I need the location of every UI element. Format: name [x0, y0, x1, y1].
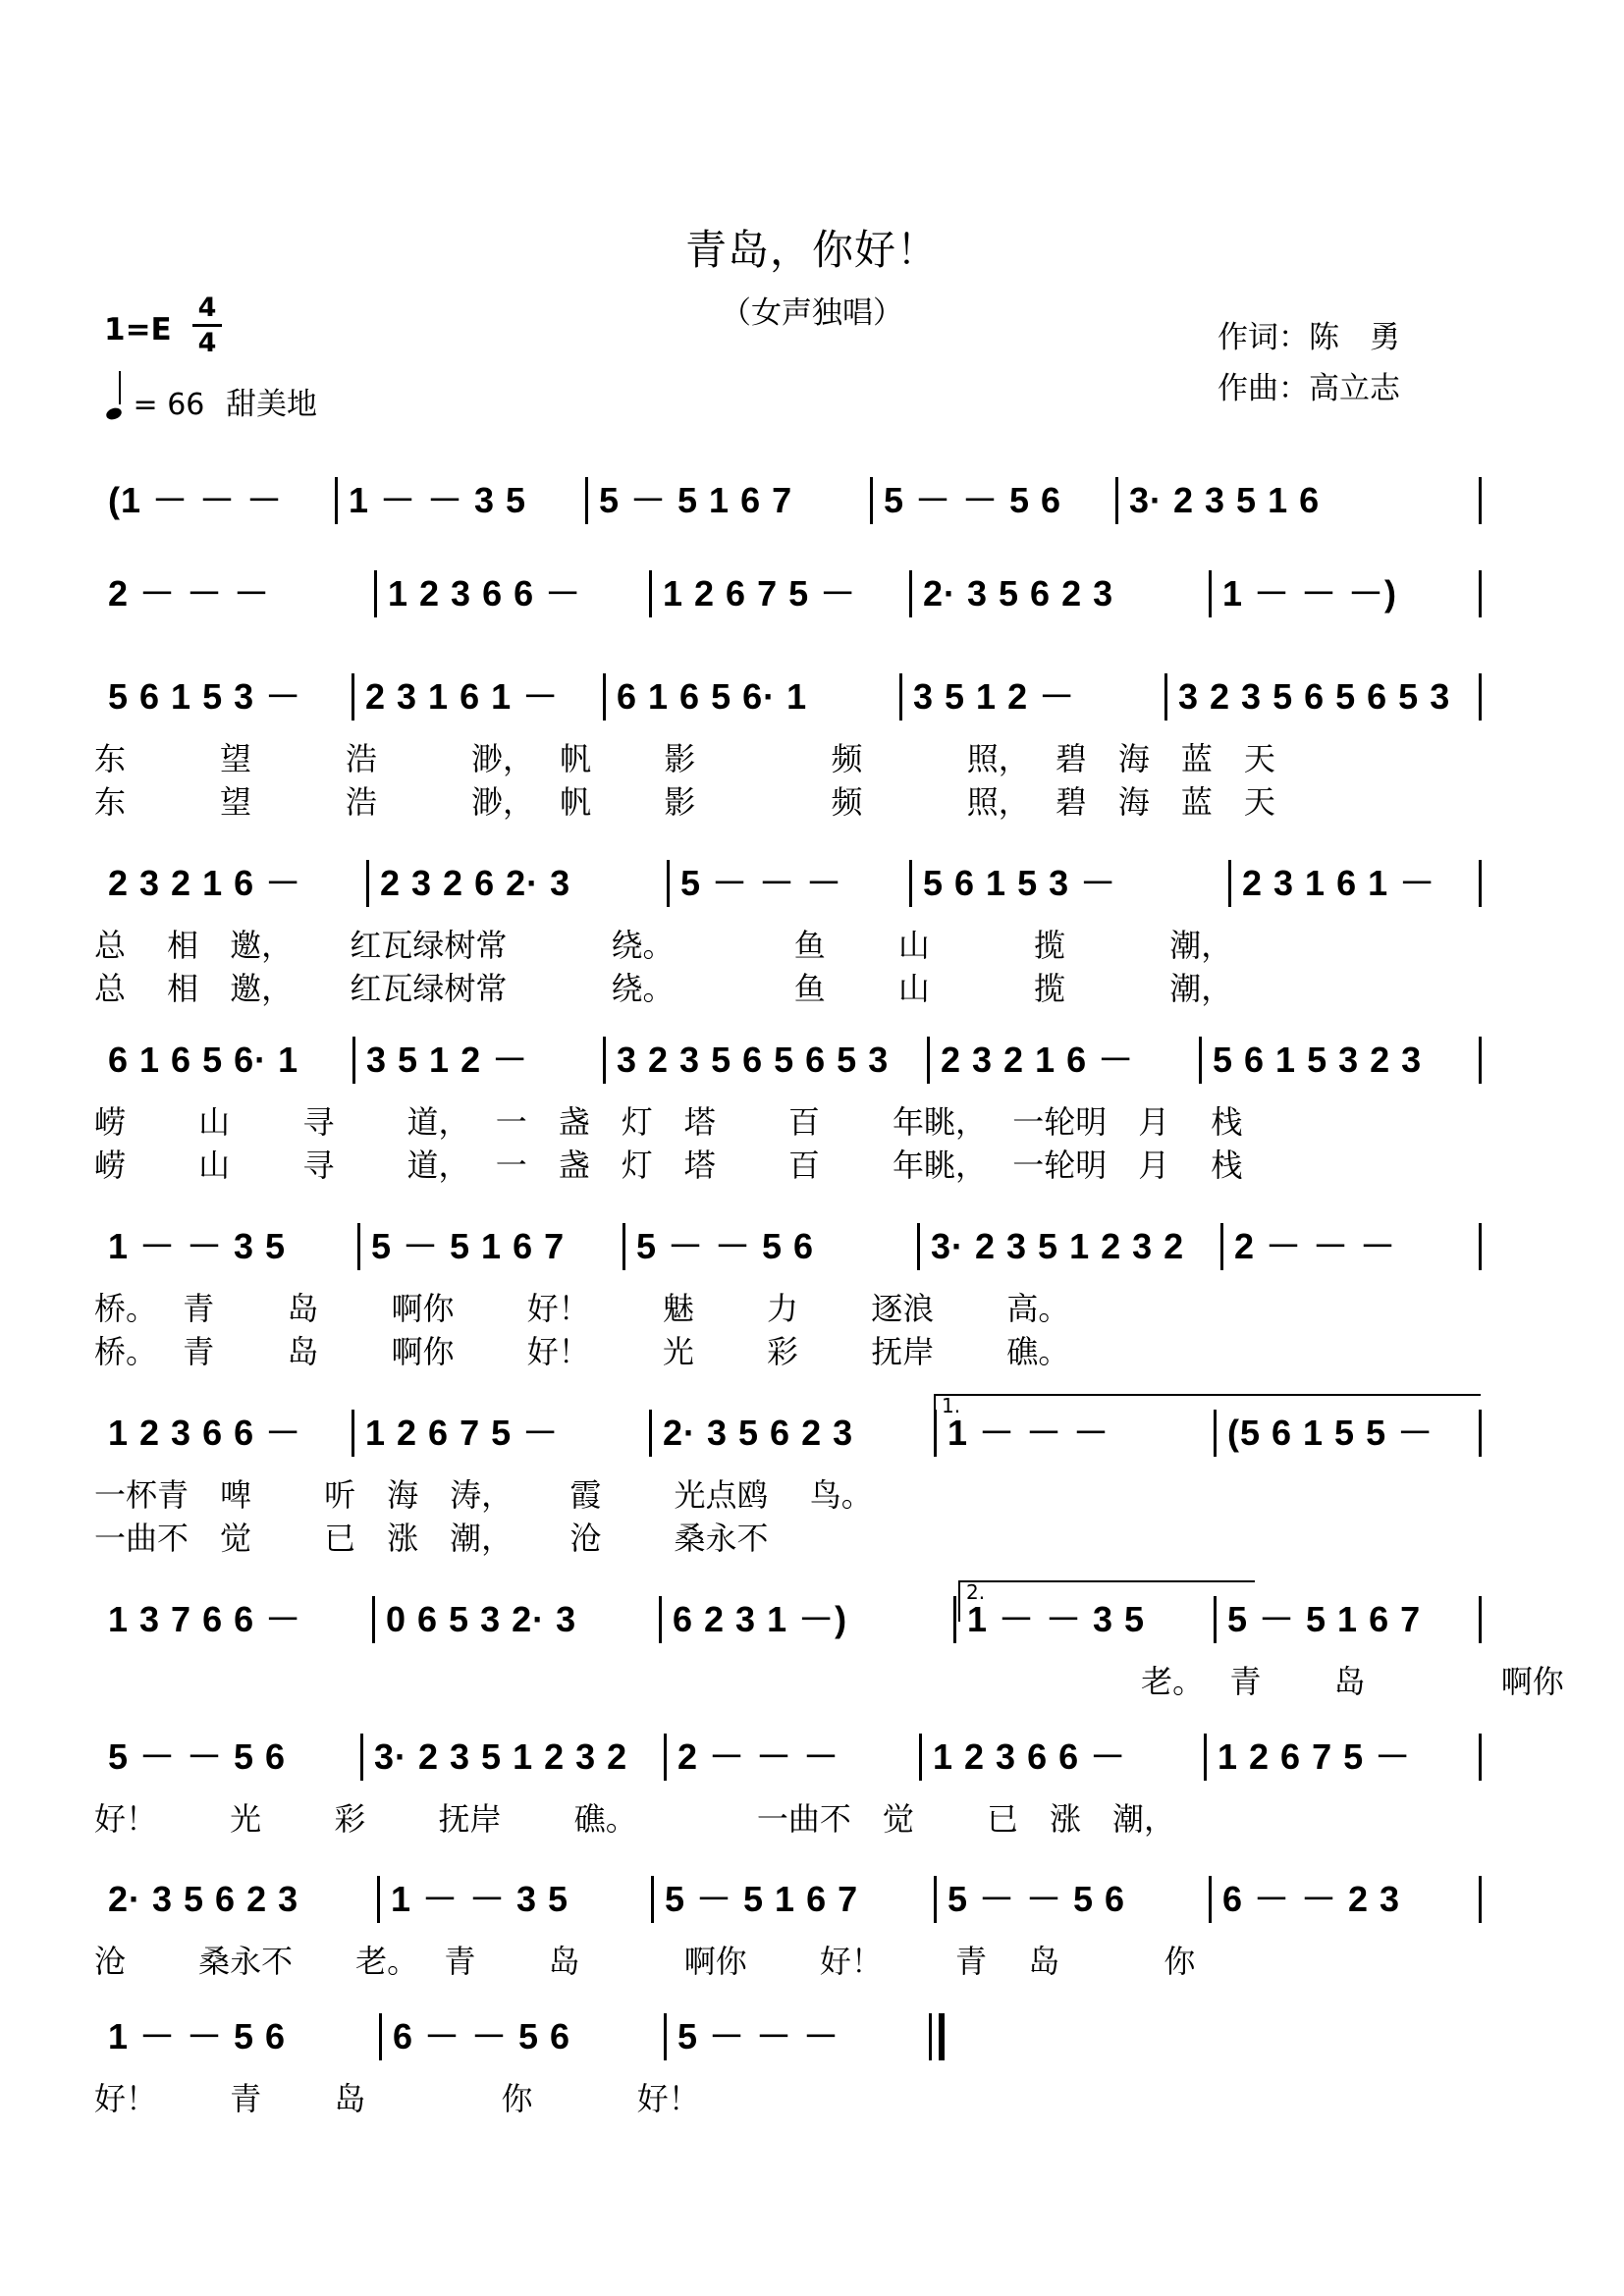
barline [649, 1410, 652, 1457]
measure: 3 5 1 2 － [913, 676, 1076, 717]
measure: 2· 3 5 6 2 3 [923, 573, 1114, 614]
measure: 1 2 6 7 5 － [1218, 1736, 1412, 1777]
lyrics-verse-1: 东 望 浩 渺， 帆 影 频 照， 碧 海 蓝 天 [94, 740, 1275, 777]
barline [603, 673, 606, 721]
barline [649, 570, 652, 617]
measure: 1 2 3 6 6 － [388, 573, 582, 614]
measure: 3· 2 3 5 1 6 [1129, 480, 1321, 520]
barline [1479, 1596, 1482, 1643]
barline [1479, 1876, 1482, 1923]
barline [1479, 1037, 1482, 1084]
measure: 1 － － －) [1222, 573, 1398, 614]
volta-bracket [958, 1580, 1255, 1622]
barline [1209, 1876, 1212, 1923]
measure: 5 6 1 5 3 － [108, 676, 302, 717]
song-title: 青岛，你好！ [684, 226, 939, 274]
measure: (5 6 1 5 5 － [1227, 1413, 1435, 1453]
key-signature: 1=E [104, 312, 172, 347]
barline [919, 1734, 922, 1781]
barline [917, 1223, 920, 1270]
barline [1479, 860, 1482, 907]
mood-marking: 甜美地 [225, 387, 317, 422]
barline [909, 860, 912, 907]
barline [953, 1596, 956, 1643]
lyrics-verse-2: 总 相 邀， 红瓦绿树常 绕。 鱼 山 揽 潮， [94, 970, 1233, 1007]
lyrics-verse-1: 沧 桑永不 老。 青 岛 啊你 好！ 青 岛 你 [94, 1943, 1196, 1980]
tempo-marking [106, 379, 317, 423]
measure: 1 － － 3 5 [108, 1226, 287, 1266]
measure: 1 2 6 7 5 － [365, 1413, 560, 1453]
barline [357, 1223, 360, 1270]
barline [1209, 570, 1212, 617]
measure: 1 － － 3 5 [349, 480, 527, 520]
barline [1479, 1734, 1482, 1781]
lyrics-verse-1: 崂 山 寻 道， 一 盏 灯 塔 百 年眺， 一轮明 月 栈 [94, 1103, 1243, 1141]
barline [1164, 673, 1167, 721]
song-subtitle: （女声独唱） [721, 295, 903, 331]
measure: 1 2 3 6 6 － [108, 1413, 302, 1453]
barline [1115, 477, 1118, 524]
volta-number: 2. [966, 1580, 986, 1604]
barline [927, 1037, 930, 1084]
measure: 6 － － 5 6 [393, 2016, 571, 2056]
barline [1204, 1734, 1207, 1781]
barline [360, 1734, 363, 1781]
measure: 1 2 3 6 6 － [933, 1736, 1127, 1777]
measure: 5 － － 5 6 [947, 1879, 1126, 1919]
barline [870, 477, 873, 524]
lyrics-verse-1: 好！ 光 彩 抚岸 礁。 一曲不 觉 已 涨 潮， [94, 1800, 1176, 1838]
lyrics-verse-1: 好！ 青 岛 你 好！ [94, 2080, 700, 2117]
barline [603, 1037, 606, 1084]
measure: 5 － 5 1 6 7 [599, 480, 793, 520]
barline [651, 1876, 654, 1923]
measure: 3· 2 3 5 1 2 3 2 [374, 1736, 628, 1777]
measure: 3 5 1 2 － [366, 1040, 529, 1080]
quarter-note-icon [105, 406, 124, 422]
barline [1199, 1037, 1202, 1084]
barline [934, 1876, 937, 1923]
lyrics-verse-1: 老。 青 岛 啊你 [94, 1663, 1564, 1700]
measure: 1 － － 3 5 [967, 1599, 1146, 1639]
barline [664, 1734, 667, 1781]
meter-bottom: 4 [197, 328, 217, 358]
barline [352, 1410, 354, 1457]
measure: 2 － － － [1234, 1226, 1397, 1266]
tempo-value: = 66 [133, 388, 205, 422]
barline [377, 1876, 380, 1923]
barline [623, 1223, 625, 1270]
barline [1228, 860, 1231, 907]
measure: 2 － － － [108, 573, 271, 614]
measure: 2· 3 5 6 2 3 [108, 1879, 299, 1919]
note-stem-icon [119, 371, 121, 404]
barline [335, 477, 338, 524]
measure: 5 － 5 1 6 7 [1227, 1599, 1422, 1639]
measure: 1 － － 5 6 [108, 2016, 287, 2056]
composer-credit: 作曲：高立志 [1218, 371, 1400, 406]
measure: 5 － － 5 6 [636, 1226, 815, 1266]
measure: 2 3 2 1 6 － [108, 863, 302, 903]
lyrics-verse-2: 东 望 浩 渺， 帆 影 频 照， 碧 海 蓝 天 [94, 783, 1275, 821]
barline [1479, 570, 1482, 617]
measure: 6 － － 2 3 [1222, 1879, 1401, 1919]
final-barline [939, 2013, 945, 2060]
barline [372, 1596, 375, 1643]
measure: 6 1 6 5 6· 1 [617, 676, 808, 717]
final-thin-barline [929, 2013, 932, 2060]
volta-bracket [934, 1394, 1481, 1435]
time-signature [192, 293, 222, 358]
measure: 2 3 1 6 1 － [1242, 863, 1436, 903]
barline [352, 673, 354, 721]
measure: 5 － － － [677, 2016, 840, 2056]
barline [1479, 1223, 1482, 1270]
barline [1479, 477, 1482, 524]
measure: 5 － 5 1 6 7 [371, 1226, 566, 1266]
barline [352, 1037, 355, 1084]
barline [899, 673, 902, 721]
volta-number: 1. [942, 1394, 961, 1417]
measure: 0 6 5 3 2· 3 [386, 1599, 577, 1639]
barline [1220, 1223, 1223, 1270]
measure: 1 3 7 6 6 － [108, 1599, 302, 1639]
measure: 1 2 6 7 5 － [663, 573, 857, 614]
barline [667, 860, 670, 907]
measure: 5 6 1 5 3 2 3 [1213, 1040, 1423, 1080]
measure: 1 － － － [947, 1413, 1110, 1453]
lyrics-verse-1: 总 相 邀， 红瓦绿树常 绕。 鱼 山 揽 潮， [94, 927, 1233, 964]
lyrics-verse-2: 崂 山 寻 道， 一 盏 灯 塔 百 年眺， 一轮明 月 栈 [94, 1147, 1243, 1184]
measure: 2 3 2 6 2· 3 [380, 863, 571, 903]
measure: 5 － － 5 6 [108, 1736, 287, 1777]
measure: 1 － － 3 5 [391, 1879, 569, 1919]
measure: 2 3 2 1 6 － [941, 1040, 1135, 1080]
measure: 5 － 5 1 6 7 [665, 1879, 859, 1919]
measure: 5 6 1 5 3 － [923, 863, 1117, 903]
measure: 3· 2 3 5 1 2 3 2 [931, 1226, 1185, 1266]
lyricist-credit: 作词：陈 勇 [1218, 320, 1400, 355]
barline [659, 1596, 662, 1643]
lyrics-verse-2: 一曲不 觉 已 涨 潮， 沧 桑永不 [94, 1520, 769, 1557]
measure: 6 1 6 5 6· 1 [108, 1040, 299, 1080]
measure: 2 － － － [677, 1736, 840, 1777]
measure: 3 2 3 5 6 5 6 5 3 [1178, 676, 1451, 717]
meter-top: 4 [197, 293, 217, 323]
measure: 2· 3 5 6 2 3 [663, 1413, 854, 1453]
barline [1479, 673, 1482, 721]
measure: (1 － － － [108, 480, 284, 520]
barline [379, 2013, 382, 2060]
measure: 2 3 1 6 1 － [365, 676, 560, 717]
lyrics-verse-1: 一杯青 啤 听 海 涛， 霞 光点鸥 鸟。 [94, 1476, 873, 1514]
measure: 5 － － － [680, 863, 843, 903]
barline [585, 477, 588, 524]
meter-bar [192, 324, 222, 327]
measure: 6 2 3 1 －) [673, 1599, 848, 1639]
barline [909, 570, 912, 617]
lyrics-verse-2: 桥。 青 岛 啊你 好！ 光 彩 抚岸 礁。 [94, 1333, 1070, 1370]
barline [366, 860, 369, 907]
measure: 3 2 3 5 6 5 6 5 3 [617, 1040, 890, 1080]
lyrics-verse-1: 桥。 青 岛 啊你 好！ 魅 力 逐浪 高。 [94, 1290, 1070, 1327]
barline [374, 570, 377, 617]
measure: 5 － － 5 6 [884, 480, 1062, 520]
barline [664, 2013, 667, 2060]
